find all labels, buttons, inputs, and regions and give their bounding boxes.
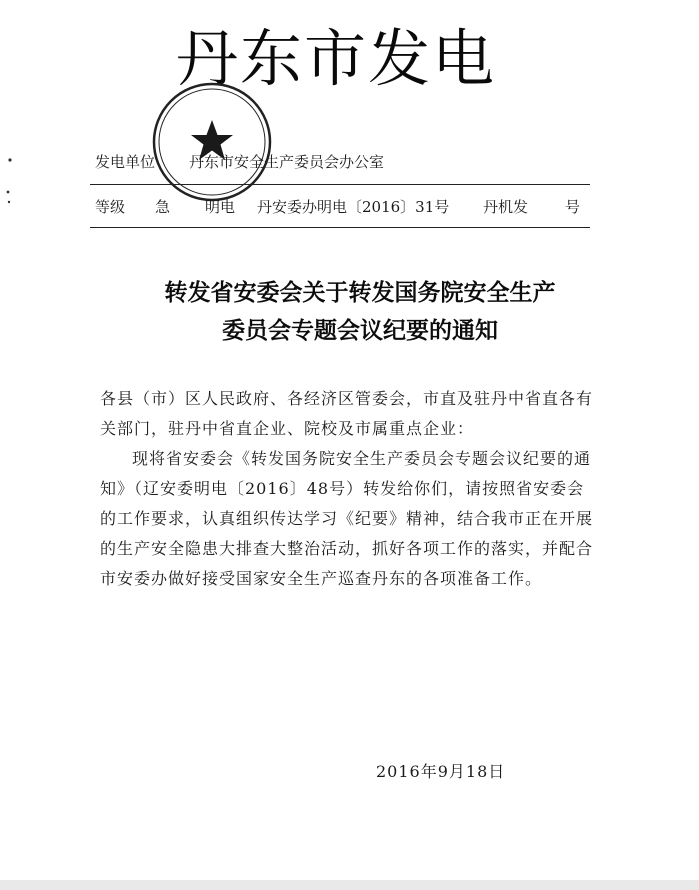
grade-value: 急 <box>155 198 171 216</box>
official-seal <box>148 78 276 206</box>
header-divider-top <box>90 184 590 185</box>
machine-label: 丹机发 <box>483 198 529 216</box>
document-title: 丹东市发电 <box>176 22 497 95</box>
issue-date: 2016年9月18日 <box>376 762 506 781</box>
sender-row <box>95 151 384 172</box>
notice-title-line2: 委员会专题会议纪要的通知 <box>222 318 498 344</box>
sender-value: 丹东市安全生产委员会办公室 <box>189 153 385 171</box>
body-paragraph: 现将省安委会《转发国务院安全生产委员会专题会议纪要的通知》（辽安委明电〔2016〕48号）转发给你们，请按照省安委会的工作要求，认真组织传达学习《纪要》精神，结合我市正在开展的生产安全隐患大排查大整治活动，抓好各项工作的落实，并配合市安委办做好接受国家安全生产巡查丹东的各项准备工作。 <box>100 449 594 588</box>
header-divider-bottom <box>90 227 590 228</box>
notice-title <box>80 274 640 350</box>
notice-title-line1: 转发省安委会关于转发国务院安全生产 <box>164 280 556 306</box>
recipients: 各县（市）区人民政府、各经济区管委会，市直及驻丹中省直各有关部门，驻丹中省直企业、院校及市属重点企业： <box>100 389 594 438</box>
sender-label: 发电单位 <box>95 153 156 171</box>
machine-suffix: 号 <box>565 198 581 216</box>
type-value: 明电 <box>205 198 236 216</box>
scan-specks <box>4 150 20 220</box>
viewer-bottom-strip <box>0 880 699 890</box>
document-number: 丹安委办明电〔2016〕31号 <box>257 198 450 216</box>
notice-body <box>100 384 595 594</box>
grade-label: 等级 <box>95 198 126 216</box>
